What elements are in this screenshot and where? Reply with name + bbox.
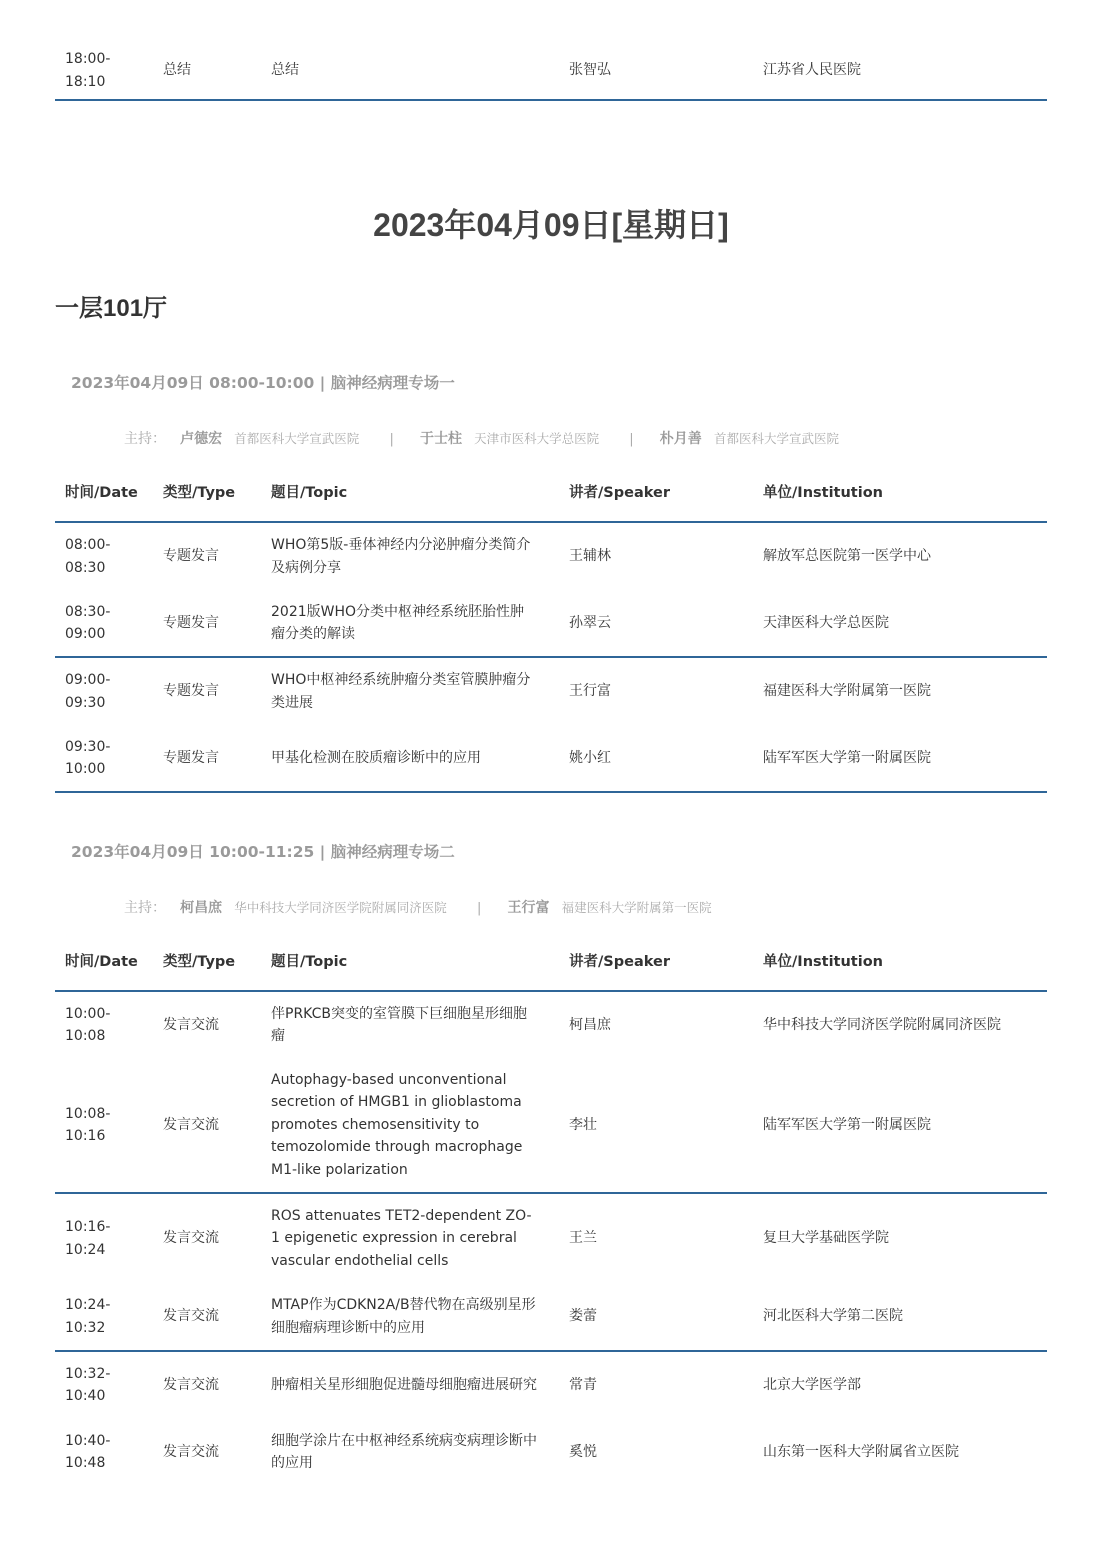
type-cell: 专题发言 (163, 683, 219, 700)
time-start: 10:16- (65, 1219, 111, 1235)
type-cell: 专题发言 (163, 548, 219, 565)
previous-schedule-table (55, 42, 1047, 101)
institution-cell: 河北医科大学第二医院 (753, 1283, 1047, 1351)
time-end: 10:48 (65, 1455, 106, 1471)
institution-cell: 解放军总医院第一医学中心 (763, 548, 931, 565)
host-institution: 首都医科大学宣武医院 (234, 431, 360, 446)
column-header-time: 时间/Date (55, 465, 153, 522)
table-row (55, 522, 1047, 590)
table-header-row (55, 934, 1047, 991)
table-row (55, 991, 1047, 1058)
speaker-cell: 王辅林 (569, 548, 611, 565)
type-cell: 发言交流 (163, 1016, 219, 1033)
day-title: 2023年04月09日[星期日] (373, 207, 729, 243)
table-header-row (55, 465, 1047, 522)
type-cell: 专题发言 (153, 590, 261, 657)
table-row (55, 42, 1047, 100)
speaker-cell: 娄蕾 (559, 1283, 753, 1351)
column-header-institution: 单位/Institution (753, 934, 1047, 991)
topic-cell: WHO第5版-垂体神经内分泌肿瘤分类简介及病例分享 (271, 537, 531, 576)
host-institution: 华中科技大学同济医学院附属同济医院 (234, 900, 447, 915)
topic-cell: 甲基化检测在胶质瘤诊断中的应用 (261, 725, 559, 792)
topic-cell: WHO中枢神经系统肿瘤分类室管膜肿瘤分类进展 (271, 672, 531, 711)
host-institution: 福建医科大学附属第一医院 (561, 900, 712, 915)
institution-cell: 北京大学医学部 (763, 1376, 861, 1393)
time-start: 09:00- (65, 672, 111, 688)
table-row (55, 590, 1047, 657)
time-cell (55, 1351, 153, 1418)
host-label: 主持： (124, 900, 166, 916)
time-cell (55, 1418, 153, 1486)
time-end: 08:30 (65, 559, 106, 576)
type-cell: 发言交流 (163, 1443, 219, 1460)
speaker-cell: 奚悦 (569, 1443, 597, 1460)
time-cell (55, 657, 153, 725)
type-cell: 发言交流 (163, 1376, 219, 1393)
host-separator: | (476, 901, 482, 916)
time-start: 10:00- (65, 1005, 111, 1022)
institution-cell: 天津医科大学总医院 (753, 590, 1047, 657)
topic-cell: Autophagy-based unconventional secretion of HMGB1 in glioblastoma promotes chemosensitivity to temozolomide through macrophage M1-like polarization (261, 1058, 559, 1193)
time-start: 09:30- (65, 738, 111, 755)
topic-cell: 细胞学涂片在中枢神经系统病变病理诊断中的应用 (271, 1432, 537, 1471)
speaker-cell: 王兰 (569, 1230, 597, 1247)
speaker-cell: 常青 (569, 1376, 597, 1393)
table-row (55, 657, 1047, 725)
session-heading: 2023年04月09日 10:00-11:25 | 脑神经病理专场二 (71, 843, 455, 861)
host-label: 主持： (124, 431, 166, 447)
host-separator: | (389, 432, 394, 447)
time-start: 10:32- (65, 1365, 111, 1382)
time-start: 08:00- (65, 537, 111, 553)
column-header-type: 类型/Type (153, 465, 261, 522)
hall-title: 一层101厅 (55, 295, 168, 322)
topic-cell: MTAP作为CDKN2A/B替代物在高级别星形细胞瘤病理诊断中的应用 (261, 1283, 559, 1351)
time-start: 08:30- (65, 603, 111, 620)
time-start: 10:40- (65, 1432, 111, 1449)
host-name: 王行富 (507, 900, 550, 916)
speaker-cell: 柯昌庶 (569, 1016, 611, 1033)
table-row (55, 1058, 1047, 1193)
table-row (55, 1351, 1047, 1418)
table-row (55, 1193, 1047, 1283)
host-name: 于士柱 (419, 431, 462, 447)
topic-cell: 总结 (261, 42, 559, 100)
table-row (55, 725, 1047, 792)
topic-cell: 2021版WHO分类中枢神经系统胚胎性肿瘤分类的解读 (261, 590, 559, 657)
type-cell: 发言交流 (163, 1230, 219, 1247)
session-hosts (124, 897, 712, 917)
time-end: 10:08 (65, 1028, 106, 1044)
type-cell: 发言交流 (153, 1058, 261, 1193)
institution-cell: 山东第一医科大学附属省立医院 (763, 1443, 959, 1460)
time-cell (55, 590, 153, 657)
session-table (55, 465, 1047, 793)
speaker-cell: 李壮 (559, 1058, 753, 1193)
column-header-type: 类型/Type (153, 934, 261, 991)
speaker-cell: 王行富 (569, 683, 611, 700)
time-cell (55, 725, 153, 792)
table-row (55, 1283, 1047, 1351)
column-header-topic: 题目/Topic (261, 465, 559, 522)
column-header-speaker: 讲者/Speaker (559, 465, 753, 522)
type-cell: 专题发言 (153, 725, 261, 792)
time-cell (55, 991, 153, 1058)
topic-cell: 伴PRKCB突变的室管膜下巨细胞星形细胞瘤 (271, 1005, 527, 1044)
host-name: 卢德宏 (180, 431, 223, 447)
session-heading: 2023年04月09日 08:00-10:00 | 脑神经病理专场一 (71, 374, 455, 392)
institution-cell: 陆军军医大学第一附属医院 (753, 1058, 1047, 1193)
institution-cell: 复旦大学基础医学院 (763, 1230, 889, 1247)
time-start: 10:24- (65, 1297, 111, 1313)
time-end: 18:10 (65, 73, 106, 90)
time-end: 10:40 (65, 1388, 106, 1404)
time-cell (55, 522, 153, 590)
host-institution: 天津市医科大学总医院 (474, 431, 600, 446)
time-cell (55, 1193, 153, 1283)
session-hosts (124, 428, 839, 448)
institution-cell: 陆军军医大学第一附属医院 (753, 725, 1047, 792)
institution-cell: 江苏省人民医院 (753, 42, 1047, 100)
institution-cell: 华中科技大学同济医学院附属同济医院 (763, 1016, 1001, 1033)
time-end: 09:30 (65, 694, 106, 711)
time-end: 10:24 (65, 1241, 106, 1258)
time-end: 10:32 (65, 1319, 106, 1336)
speaker-cell: 张智弘 (559, 42, 753, 100)
time-cell (55, 1283, 153, 1351)
topic-cell: ROS attenuates TET2-dependent ZO-1 epigenetic expression in cerebral vascular endothelial cells (271, 1207, 532, 1269)
host-separator: | (629, 432, 634, 447)
time-start: 10:08- (65, 1105, 111, 1122)
speaker-cell: 孙翠云 (559, 590, 753, 657)
type-cell: 发言交流 (153, 1283, 261, 1351)
host-institution: 首都医科大学宣武医院 (713, 431, 839, 446)
time-cell (55, 42, 153, 100)
column-header-institution: 单位/Institution (753, 465, 1047, 522)
host-name: 柯昌庶 (180, 900, 223, 916)
host-name: 朴月善 (659, 431, 702, 447)
session-table (55, 934, 1047, 1486)
time-end: 10:16 (65, 1128, 106, 1144)
column-header-topic: 题目/Topic (261, 934, 559, 991)
column-header-speaker: 讲者/Speaker (559, 934, 753, 991)
type-cell: 总结 (153, 42, 261, 100)
time-end: 10:00 (65, 761, 106, 777)
time-start: 18:00- (65, 51, 111, 67)
column-header-time: 时间/Date (55, 934, 153, 991)
speaker-cell: 姚小红 (559, 725, 753, 792)
topic-cell: 肿瘤相关星形细胞促进髓母细胞瘤进展研究 (271, 1376, 537, 1393)
institution-cell: 福建医科大学附属第一医院 (763, 683, 931, 700)
table-row (55, 1418, 1047, 1486)
time-cell (55, 1058, 153, 1193)
time-end: 09:00 (65, 626, 106, 642)
